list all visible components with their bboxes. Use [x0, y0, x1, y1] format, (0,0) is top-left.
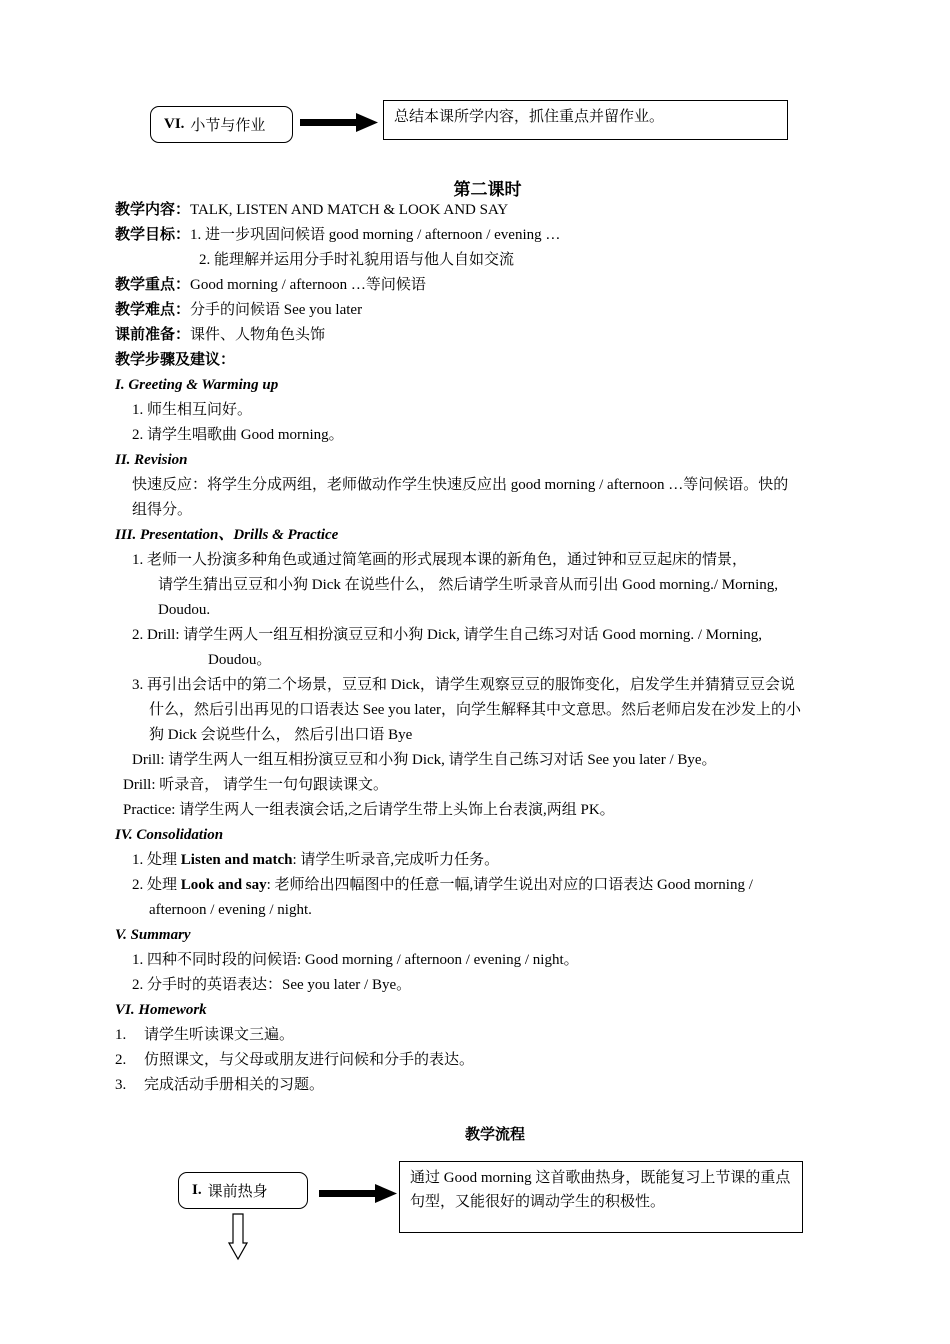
meta-goal-2: 2. 能理解并运用分手时礼貌用语与他人自如交流: [199, 252, 515, 268]
step-5-item: 1. 四种不同时段的问候语: Good morning / afternoon / evening / night。: [132, 952, 579, 968]
flow-step-description: 通过 Good morning 这首歌曲热身，既能复习上节课的重点句型，又能很好的调动学生的积极性。: [399, 1161, 803, 1233]
flow-step-description: 总结本课所学内容，抓住重点并留作业。: [383, 100, 788, 140]
step-3-item-cont: 什么，然后引出再见的口语表达 See you later，向学生解释其中文意思。然后老师启发在沙发上的小: [149, 702, 802, 718]
step-2-title: II. Revision: [115, 452, 188, 468]
flow-step-number: I.: [192, 1182, 202, 1198]
step-3-title: III. Presentation、Drills & Practice: [115, 527, 339, 543]
step-1-item: 1. 师生相互问好。: [132, 402, 253, 418]
down-arrow-icon: [228, 1213, 248, 1261]
meta-content: 教学内容：TALK, LISTEN AND MATCH & LOOK AND SAY: [115, 202, 509, 218]
step-3-drill: Drill: 听录音， 请学生一句句跟读课文。: [123, 777, 388, 793]
homework-item: 3. 完成活动手册相关的习题。: [115, 1077, 325, 1093]
step-3-item-cont: 请学生猜出豆豆和小狗 Dick 在说些什么， 然后请学生听录音从而引出 Good morning./ Morning,: [158, 577, 778, 593]
meta-goal: 教学目标：1. 进一步巩固问候语 good morning / afternoon / evening …: [115, 227, 561, 243]
step-3-practice: Practice: 请学生两人一组表演会话,之后请学生带上头饰上台表演,两组 PK。: [123, 802, 615, 818]
step-4-item-cont: afternoon / evening / night.: [149, 902, 312, 918]
right-arrow-icon: [319, 1183, 397, 1205]
steps-heading: 教学步骤及建议：: [115, 352, 236, 368]
step-2-item: 快速反应：将学生分成两组，老师做动作学生快速反应出 good morning / afternoon …等问候语。快的: [132, 477, 789, 493]
step-3-item: 1. 老师一人扮演多种角色或通过简笔画的形式展现本课的新角色，通过钟和豆豆起床的情景，: [132, 552, 748, 568]
step-5-title: V. Summary: [115, 927, 191, 943]
flow-step-box-i: [178, 1172, 308, 1209]
step-1-title: I. Greeting & Warming up: [115, 377, 279, 393]
step-5-item: 2. 分手时的英语表达：See you later / Bye。: [132, 977, 412, 993]
right-arrow-icon: [300, 112, 378, 134]
meta-difficulty: 教学难点：分手的问候语 See you later: [115, 302, 363, 318]
flow-title: 教学流程: [464, 1127, 525, 1143]
step-6-title: VI. Homework: [115, 1002, 207, 1018]
homework-item: 1. 请学生听读课文三遍。: [115, 1027, 295, 1043]
meta-key: 教学重点：Good morning / afternoon …等问候语: [115, 277, 426, 293]
step-3-item-cont: Doudou。: [208, 652, 272, 668]
meta-prep: 课前准备：课件、人物角色头饰: [115, 327, 326, 343]
flow-step-label: 小节与作业: [190, 118, 266, 134]
step-3-drill: Drill: 请学生两人一组互相扮演豆豆和小狗 Dick, 请学生自己练习对话 See you later / Bye。: [132, 752, 717, 768]
step-4-item: 2. 处理 Look and say: 老师给出四幅图中的任意一幅,请学生说出对应的口语表达 Good morning /: [132, 877, 753, 893]
step-2-item-cont: 组得分。: [132, 502, 193, 518]
step-3-item-cont: Doudou.: [158, 602, 211, 618]
flow-step-number: VI.: [164, 116, 185, 132]
step-4-title: IV. Consolidation: [115, 827, 224, 843]
flow-step-box-vi: [150, 106, 293, 143]
step-1-item: 2. 请学生唱歌曲 Good morning。: [132, 427, 344, 443]
step-3-item-cont: 狗 Dick 会说些什么， 然后引出口语 Bye: [149, 727, 413, 743]
lesson-plan-body: [115, 198, 875, 1098]
step-4-item: 1. 处理 Listen and match: 请学生听录音,完成听力任务。: [132, 852, 500, 868]
section-title: 第二课时: [453, 180, 522, 199]
homework-item: 2. 仿照课文，与父母或朋友进行问候和分手的表达。: [115, 1052, 475, 1068]
step-3-item: 2. Drill: 请学生两人一组互相扮演豆豆和小狗 Dick, 请学生自己练习对话 Good morning. / Morning,: [132, 627, 762, 643]
flow-step-label: 课前热身: [207, 1184, 268, 1200]
step-3-item: 3. 再引出会话中的第二个场景，豆豆和 Dick，请学生观察豆豆的服饰变化，启发学生并猜猜豆豆会说: [132, 677, 795, 693]
